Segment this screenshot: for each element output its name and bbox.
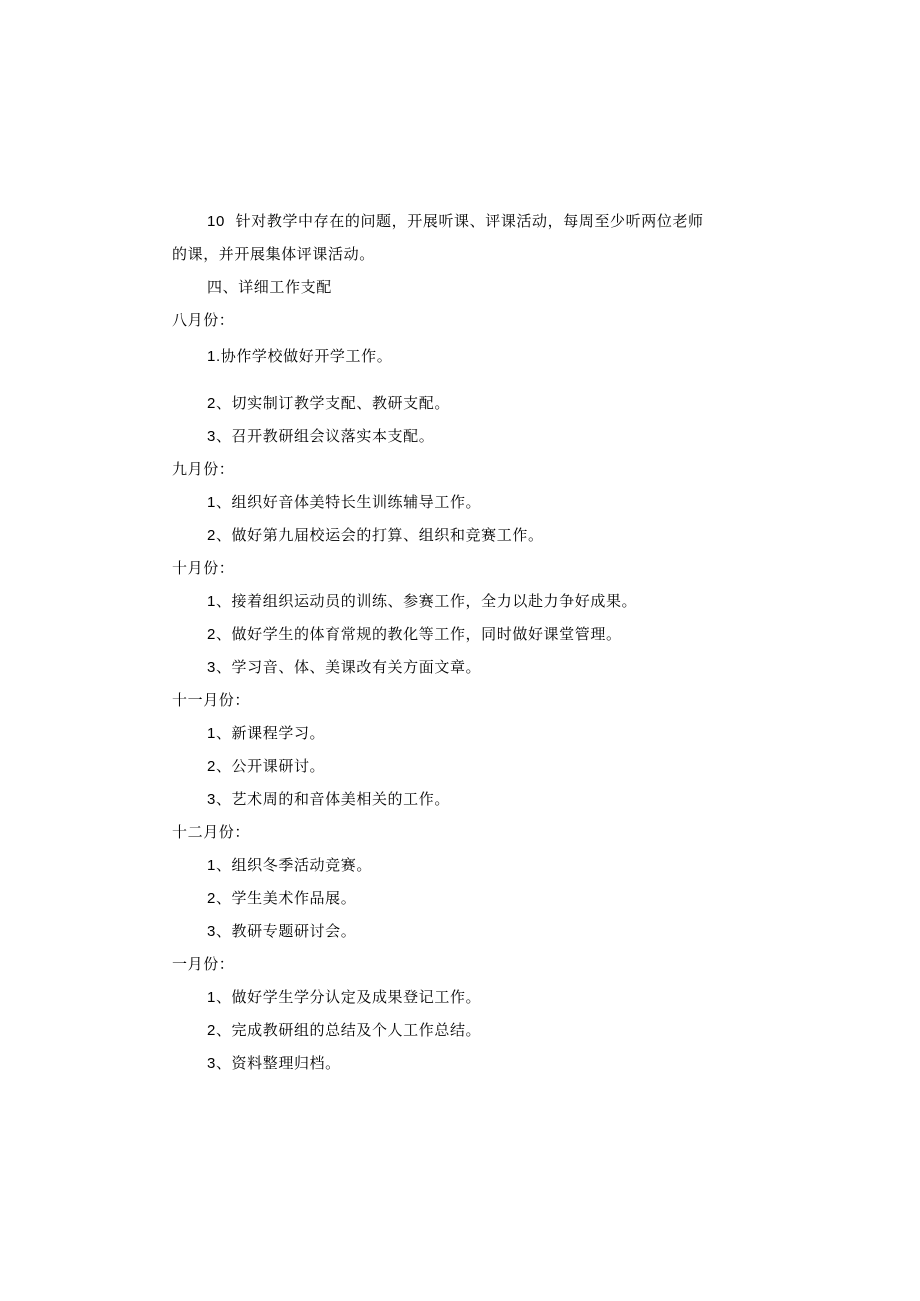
intro-paragraph-line-1	[207, 211, 704, 232]
list-item-number: 3、	[207, 1055, 232, 1072]
list-item-text: 资料整理归档。	[231, 1054, 341, 1072]
list-item-number: 1.	[207, 348, 221, 365]
list-item-text: 组织好音体美特长生训练辅导工作。	[231, 493, 482, 511]
list-item-text: 学习音、体、美课改有关方面文章。	[231, 658, 482, 676]
intro-text-line-1: 针对教学中存在的问题，开展听课、评课活动，每周至少听两位老师	[235, 212, 704, 230]
list-item	[207, 855, 372, 876]
list-item-number: 1、	[207, 593, 232, 610]
list-item	[207, 756, 325, 777]
list-item-text: 教研专题研讨会。	[231, 922, 357, 940]
month-heading-october: 十月份：	[172, 559, 235, 577]
list-item	[207, 723, 325, 744]
list-item-number: 2、	[207, 395, 232, 412]
list-item-number: 2、	[207, 758, 232, 775]
list-item-number: 2、	[207, 1022, 232, 1039]
list-item-text: 做好学生的体育常规的教化等工作，同时做好课堂管理。	[231, 625, 622, 643]
intro-paragraph-line-2	[172, 244, 375, 264]
list-item-text: 新课程学习。	[231, 724, 326, 742]
list-item-text: 完成教研组的总结及个人工作总结。	[231, 1021, 482, 1039]
list-item-number: 3、	[207, 923, 232, 940]
list-item	[207, 525, 544, 546]
list-item	[207, 346, 392, 367]
list-item-number: 3、	[207, 791, 232, 808]
list-item-text: 艺术周的和音体美相关的工作。	[231, 790, 450, 808]
section-heading: 四、详细工作支配	[207, 278, 332, 296]
list-item-text: 召开教研组会议落实本支配。	[231, 427, 435, 445]
list-item-text: 组织冬季活动竞赛。	[231, 856, 372, 874]
month-heading-january: 一月份：	[172, 955, 235, 973]
list-item	[207, 1020, 481, 1041]
list-item	[207, 393, 450, 414]
list-item-text: 切实制订教学支配、教研支配。	[231, 394, 450, 412]
list-item-number: 2、	[207, 890, 232, 907]
list-item-number: 3、	[207, 428, 232, 445]
list-item-number: 2、	[207, 527, 232, 544]
month-heading-september: 九月份：	[172, 460, 235, 478]
list-item	[207, 426, 434, 447]
list-item-number: 3、	[207, 659, 232, 676]
month-heading-august: 八月份：	[172, 311, 235, 329]
list-item-text: 做好第九届校运会的打算、组织和竞赛工作。	[231, 526, 544, 544]
month-heading-december: 十二月份：	[172, 823, 251, 841]
list-item-number: 1、	[207, 989, 232, 1006]
list-item-number: 1、	[207, 725, 232, 742]
list-item-text: 做好学生学分认定及成果登记工作。	[231, 988, 482, 1006]
intro-text-line-2: 的课，并开展集体评课活动。	[172, 245, 375, 263]
intro-number: 10	[207, 213, 225, 230]
list-item	[207, 987, 481, 1008]
list-item	[207, 789, 450, 810]
list-item	[207, 888, 356, 909]
list-item	[207, 624, 622, 645]
list-item	[207, 921, 356, 942]
month-heading-november: 十一月份：	[172, 691, 251, 709]
list-item-number: 1、	[207, 494, 232, 511]
list-item-number: 2、	[207, 626, 232, 643]
list-item-text: 学生美术作品展。	[231, 889, 357, 907]
list-item	[207, 591, 637, 612]
list-item-number: 1、	[207, 857, 232, 874]
list-item	[207, 1053, 341, 1074]
list-item	[207, 492, 481, 513]
list-item-text: 协作学校做好开学工作。	[220, 347, 393, 365]
list-item	[207, 657, 481, 678]
list-item-text: 接着组织运动员的训练、参赛工作，全力以赴力争好成果。	[231, 592, 638, 610]
list-item-text: 公开课研讨。	[231, 757, 326, 775]
